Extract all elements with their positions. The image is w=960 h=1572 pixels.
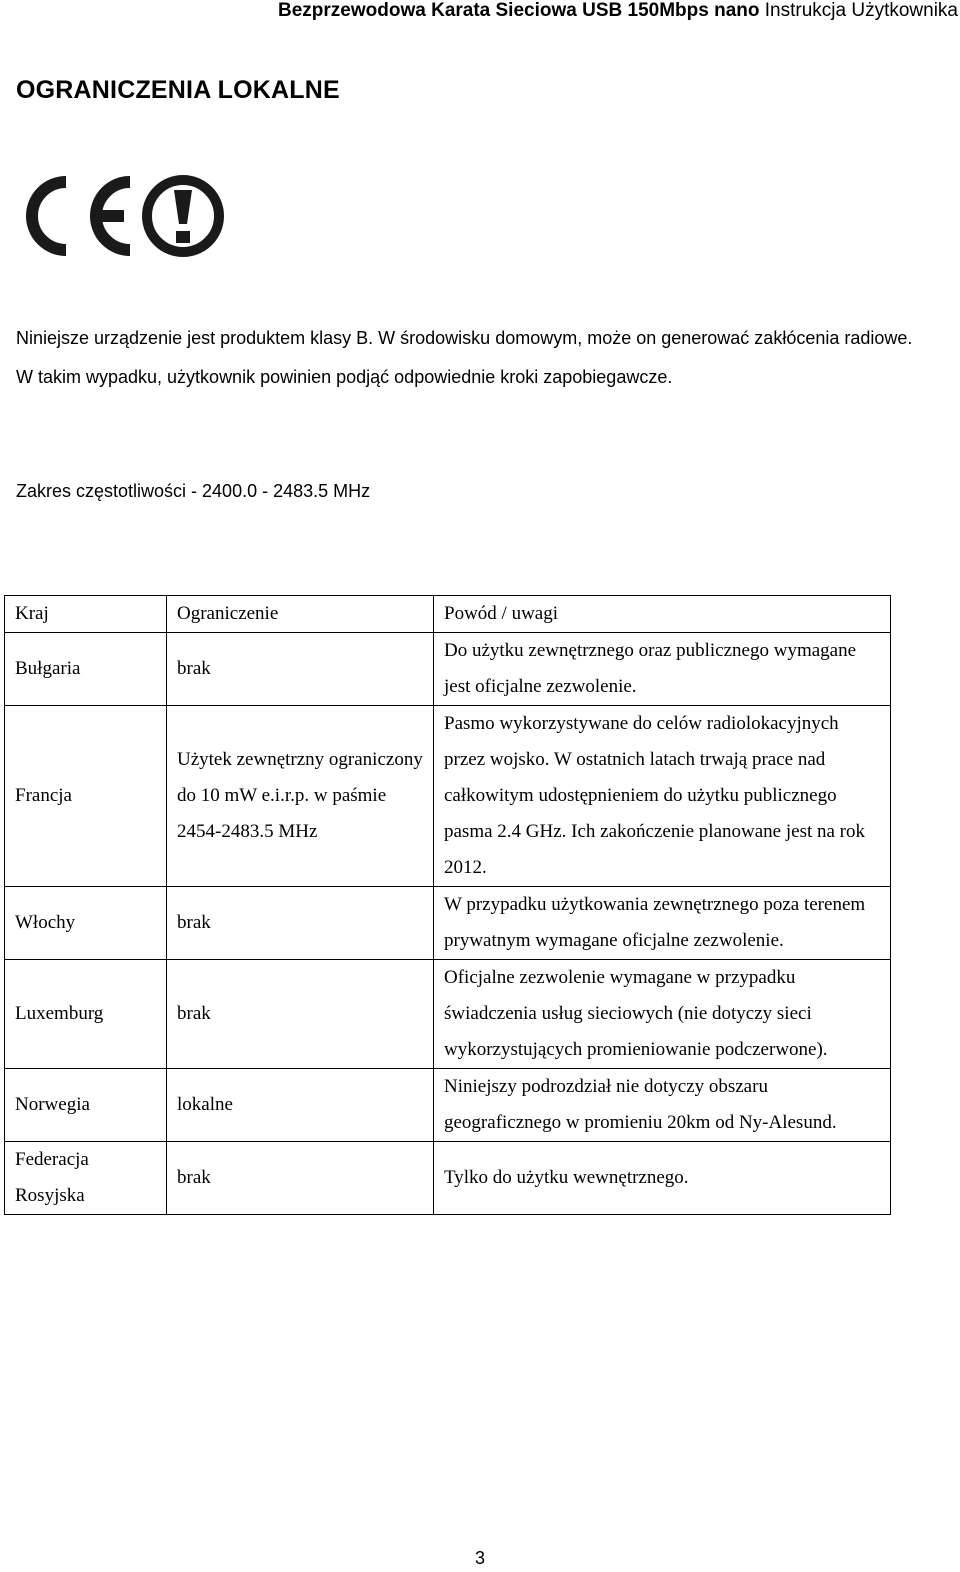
intro-paragraph: Niniejsze urządzenie jest produktem klasy B. W środowisku domowym, może on generować zakłócenia radiowe. W takim wypadku, użytkownik powinien podjąć odpowiednie kroki zapobiegawcze. <box>16 328 913 387</box>
column-header-country: Kraj <box>5 596 167 633</box>
country-cell: Bułgaria <box>5 633 167 706</box>
header-title-bold: Bezprzewodowa Karata Sieciowa USB 150Mbps nano <box>278 0 760 21</box>
ce-mark-icon <box>32 182 130 250</box>
header-title-rest: Instrukcja Użytkownika <box>764 0 958 21</box>
notes-cell: Pasmo wykorzystywane do celów radiolokacyjnych przez wojsko. W ostatnich latach trwają prace nad całkowitym udostępnieniem do użytku publicznego pasma 2.4 GHz. Ich zakończenie planowane jest na rok 2012. <box>434 706 891 887</box>
notes-cell: Do użytku zewnętrznego oraz publicznego wymagane jest oficjalne zezwolenie. <box>434 633 891 706</box>
country-cell: Federacja Rosyjska <box>5 1142 167 1215</box>
restriction-cell: Użytek zewnętrzny ograniczony do 10 mW e.i.r.p. w paśmie 2454-2483.5 MHz <box>167 706 434 887</box>
page-number: 3 <box>474 1548 485 1568</box>
table-header-row <box>5 596 891 633</box>
notes-cell: Niniejszy podrozdział nie dotyczy obszaru geograficznego w promieniu 20km od Ny-Alesund. <box>434 1069 891 1142</box>
restrictions-table <box>4 595 891 1215</box>
country-cell: Włochy <box>5 887 167 960</box>
table-row <box>5 1142 891 1215</box>
restriction-cell: brak <box>167 633 434 706</box>
column-header-notes: Powód / uwagi <box>434 596 891 633</box>
restriction-cell: lokalne <box>167 1069 434 1142</box>
country-cell: Luxemburg <box>5 960 167 1069</box>
restriction-cell: brak <box>167 1142 434 1215</box>
table-row <box>5 1069 891 1142</box>
column-header-restriction: Ograniczenie <box>167 596 434 633</box>
section-title: OGRANICZENIA LOKALNE <box>16 76 340 104</box>
restriction-cell: brak <box>167 960 434 1069</box>
alert-icon <box>147 180 219 252</box>
notes-cell: Oficjalne zezwolenie wymagane w przypadku świadczenia usług sieciowych (nie dotyczy sieci wykorzystujących promieniowanie podczerwone). <box>434 960 891 1069</box>
table-row <box>5 960 891 1069</box>
notes-cell: Tylko do użytku wewnętrznego. <box>434 1142 891 1215</box>
page-header <box>278 0 958 22</box>
country-cell: Francja <box>5 706 167 887</box>
ce-alert-mark <box>16 168 232 264</box>
country-cell: Norwegia <box>5 1069 167 1142</box>
frequency-range: Zakres częstotliwości - 2400.0 - 2483.5 MHz <box>16 481 371 501</box>
table-row <box>5 633 891 706</box>
restriction-cell: brak <box>167 887 434 960</box>
notes-cell: W przypadku użytkowania zewnętrznego poza terenem prywatnym wymagane oficjalne zezwolenie. <box>434 887 891 960</box>
table-row <box>5 706 891 887</box>
table-row <box>5 887 891 960</box>
